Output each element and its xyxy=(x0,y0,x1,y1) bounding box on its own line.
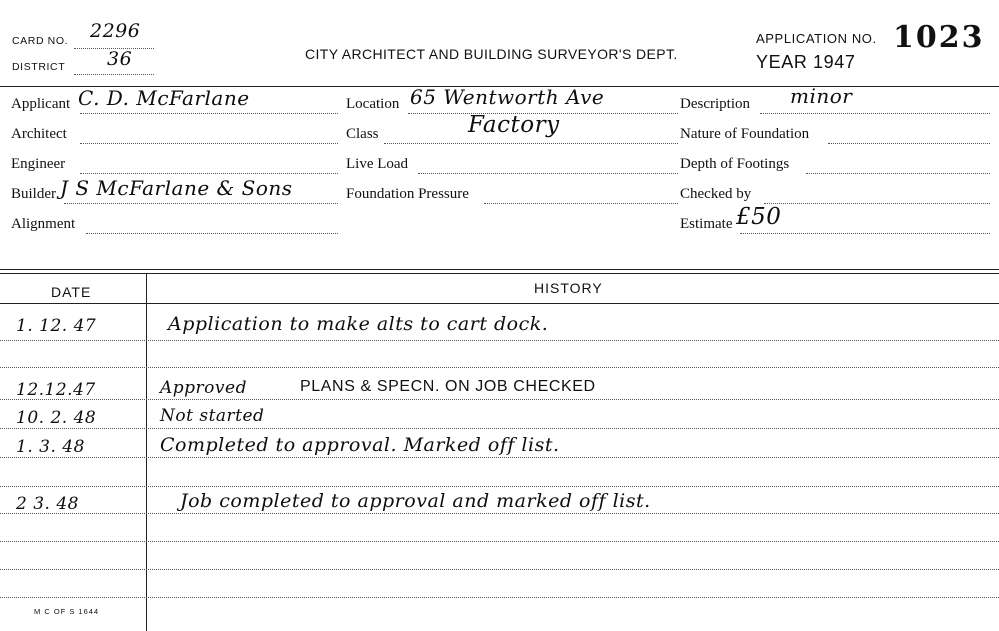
history-column-header: HISTORY xyxy=(534,280,603,296)
card-no-value: 2296 xyxy=(90,20,141,42)
description-line xyxy=(760,113,990,114)
architect-line xyxy=(80,143,338,144)
ruled-line xyxy=(0,513,999,514)
history-date: 1. 3. 48 xyxy=(16,437,85,457)
ruled-line xyxy=(0,597,999,598)
applicant-value: C. D. McFarlane xyxy=(78,86,250,110)
live-load-line xyxy=(418,173,678,174)
estimate-value: £50 xyxy=(736,204,782,230)
builder-value: J S McFarlane & Sons xyxy=(60,176,293,200)
district-value: 36 xyxy=(107,48,133,70)
district-line xyxy=(74,74,154,75)
application-no-label: APPLICATION NO. xyxy=(756,31,877,46)
ruled-line xyxy=(0,399,999,400)
estimate-label: Estimate xyxy=(680,216,733,232)
class-value: Factory xyxy=(468,112,560,138)
application-no-value: 1023 xyxy=(893,20,985,55)
foundation-pressure-line xyxy=(484,203,678,204)
form-code: M C OF S 1644 xyxy=(34,607,100,616)
engineer-line xyxy=(80,173,338,174)
ruled-line xyxy=(0,340,999,341)
ruled-line xyxy=(0,367,999,368)
ruled-line xyxy=(0,569,999,570)
ruled-line xyxy=(0,541,999,542)
department-title: CITY ARCHITECT AND BUILDING SURVEYOR'S DEPT. xyxy=(305,46,678,62)
applicant-line xyxy=(80,113,338,114)
history-text: Not started xyxy=(160,406,265,426)
class-label: Class xyxy=(346,126,379,142)
history-date: 10. 2. 48 xyxy=(16,408,97,428)
depth-of-footings-line xyxy=(806,173,990,174)
ruled-line xyxy=(0,428,999,429)
depth-of-footings-label: Depth of Footings xyxy=(680,156,790,172)
architect-label: Architect xyxy=(11,126,67,142)
nature-of-foundation-line xyxy=(828,143,990,144)
history-text: Application to make alts to cart dock. xyxy=(168,313,549,335)
checked-by-line xyxy=(764,203,990,204)
class-line xyxy=(384,143,678,144)
history-text: Job completed to approval and marked off list. xyxy=(180,490,651,512)
date-column-divider xyxy=(146,273,147,631)
checked-by-label: Checked by xyxy=(680,186,752,202)
checked-stamp: PLANS & SPECN. ON JOB CHECKED xyxy=(300,378,596,395)
card-no-label: CARD NO. xyxy=(12,35,69,47)
table-header-bottom-rule xyxy=(0,303,999,304)
history-text: Completed to approval. Marked off list. xyxy=(160,434,560,456)
history-text: Approved xyxy=(160,378,247,398)
history-date: 2 3. 48 xyxy=(16,494,79,514)
builder-line xyxy=(64,203,338,204)
alignment-label: Alignment xyxy=(11,216,76,232)
table-top-rule xyxy=(0,269,999,270)
history-date: 1. 12. 47 xyxy=(16,316,97,336)
history-date: 12.12.47 xyxy=(16,380,96,400)
ruled-line xyxy=(0,486,999,487)
builder-label: Builder xyxy=(11,186,56,202)
alignment-line xyxy=(86,233,338,234)
engineer-label: Engineer xyxy=(11,156,66,172)
applicant-label: Applicant xyxy=(11,96,71,112)
district-label: DISTRICT xyxy=(12,61,66,73)
description-label: Description xyxy=(680,96,750,112)
description-value: minor xyxy=(790,84,853,108)
year-label: YEAR 1947 xyxy=(756,52,856,72)
ruled-line xyxy=(0,457,999,458)
date-column-header: DATE xyxy=(51,284,92,300)
table-top-rule-2 xyxy=(0,273,999,274)
nature-of-foundation-label: Nature of Foundation xyxy=(680,126,810,142)
location-value: 65 Wentworth Ave xyxy=(410,85,605,109)
estimate-line xyxy=(740,233,990,234)
foundation-pressure-label: Foundation Pressure xyxy=(346,186,469,202)
live-load-label: Live Load xyxy=(346,156,409,172)
location-label: Location xyxy=(346,96,400,112)
